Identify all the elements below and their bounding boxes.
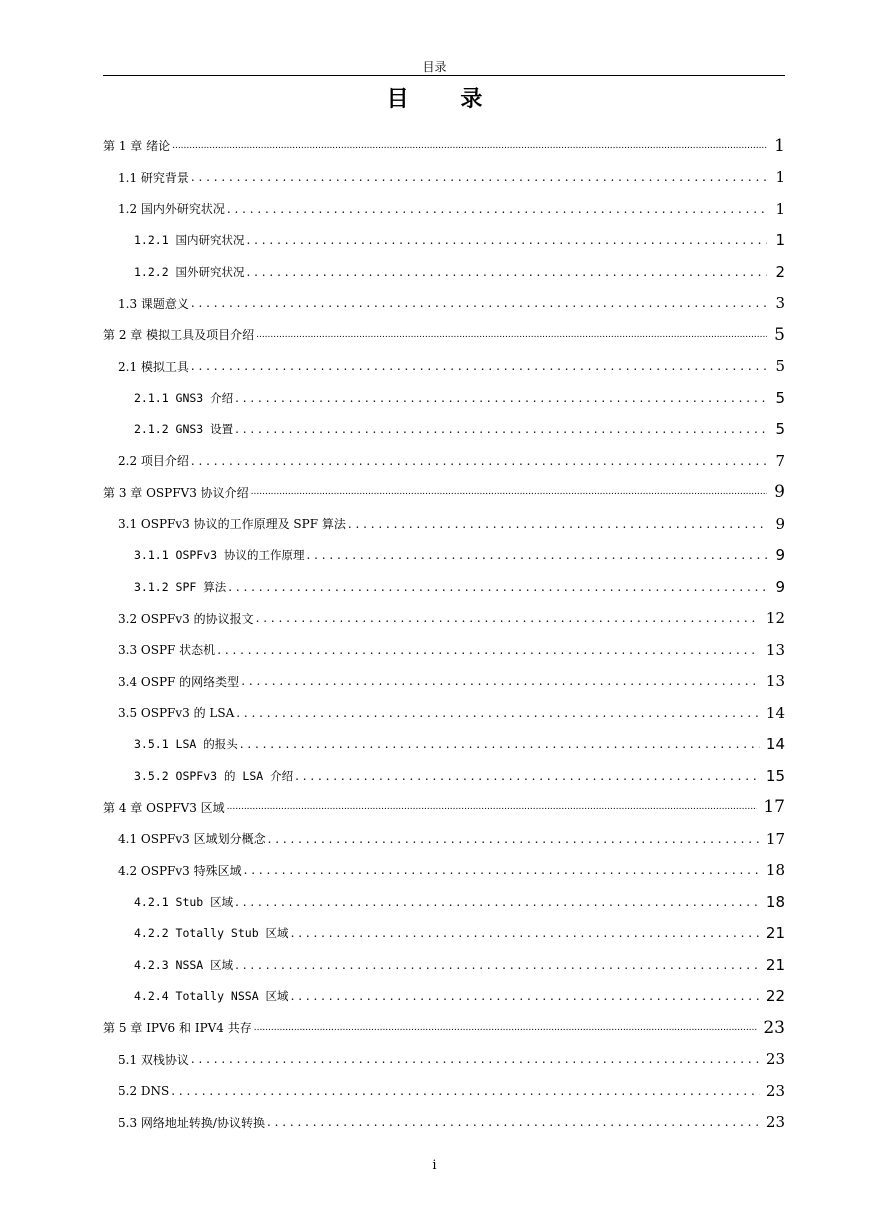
toc-entry[interactable]: [103, 1012, 785, 1044]
toc-leader-dots: [241, 674, 760, 688]
toc-entry-page: 17: [763, 797, 785, 818]
toc-leader-dots: [244, 863, 760, 877]
toc-entry-page: 12: [765, 609, 785, 628]
toc-entry-label: 第 2 章 模拟工具及项目介绍: [103, 328, 255, 343]
toc-entry[interactable]: [103, 949, 785, 981]
toc-entry-page: 23: [765, 1113, 785, 1132]
table-of-contents: [103, 130, 785, 1138]
toc-entry[interactable]: [103, 571, 785, 603]
toc-leader-dots: [235, 422, 767, 436]
toc-entry-page: 9: [775, 514, 785, 533]
toc-entry-page: 5: [774, 324, 785, 345]
toc-leader-dots: [240, 737, 760, 751]
toc-entry-page: 9: [775, 577, 785, 596]
toc-entry[interactable]: [103, 634, 785, 666]
toc-entry-label: 4.2 OSPFv3 特殊区域: [118, 863, 242, 878]
toc-entry-page: 1: [775, 199, 785, 218]
toc-entry-label: 第 3 章 OSPFV3 协议介绍: [103, 485, 249, 500]
toc-leader-dots: [191, 1052, 760, 1066]
toc-leader-dots: [236, 706, 760, 720]
running-header: 目录: [422, 60, 447, 74]
toc-leader-dots: [268, 832, 760, 846]
toc-entry-label: 2.1.1 GNS3 介绍: [134, 390, 234, 405]
toc-entry-label: 5.3 网络地址转换/协议转换: [118, 1115, 265, 1130]
toc-entry-label: 4.1 OSPFv3 区域划分概念: [118, 832, 266, 847]
toc-leader-dots: [254, 1023, 758, 1033]
toc-entry[interactable]: [103, 729, 785, 761]
toc-leader-dots: [227, 202, 767, 216]
toc-entry-page: 22: [765, 987, 785, 1006]
toc-entry-label: 3.1.1 OSPFv3 协议的工作原理: [134, 548, 305, 563]
toc-entry-label: 1.1 研究背景: [118, 170, 189, 185]
toc-leader-dots: [191, 170, 767, 184]
toc-entry-page: 13: [765, 640, 785, 659]
toc-entry-label: 3.2 OSPFv3 的协议报文: [118, 611, 254, 626]
toc-entry-label: 3.1.2 SPF 算法: [134, 579, 227, 594]
toc-entry-page: 7: [775, 451, 785, 470]
toc-entry[interactable]: [103, 855, 785, 887]
toc-entry-page: 1: [774, 135, 785, 156]
toc-leader-dots: [172, 141, 767, 151]
toc-entry-label: 5.2 DNS: [118, 1083, 170, 1098]
toc-entry-label: 1.2.2 国外研究状况: [134, 264, 245, 279]
toc-leader-dots: [227, 802, 758, 812]
toc-leader-dots: [291, 989, 760, 1003]
toc-leader-dots: [235, 958, 760, 972]
toc-leader-dots: [256, 330, 767, 340]
toc-entry-label: 4.2.1 Stub 区域: [134, 894, 234, 909]
toc-entry[interactable]: [103, 697, 785, 729]
toc-entry[interactable]: [103, 445, 785, 477]
toc-leader-dots: [267, 1115, 760, 1129]
toc-entry-page: 13: [765, 672, 785, 691]
toc-entry[interactable]: [103, 508, 785, 540]
toc-entry-page: 9: [774, 482, 785, 503]
toc-entry-label: 2.1 模拟工具: [118, 359, 189, 374]
toc-entry-page: 5: [775, 357, 785, 376]
toc-entry-page: 21: [765, 924, 785, 943]
toc-entry-label: 4.2.4 Totally NSSA 区域: [134, 989, 289, 1004]
toc-leader-dots: [171, 1084, 760, 1098]
toc-entry-label: 3.5.2 OSPFv3 的 LSA 介绍: [134, 768, 294, 783]
toc-leader-dots: [191, 454, 767, 468]
toc-entry-label: 1.2 国内外研究状况: [118, 202, 225, 217]
toc-entry[interactable]: [103, 319, 785, 351]
toc-entry[interactable]: [103, 886, 785, 918]
toc-entry[interactable]: [103, 1044, 785, 1076]
toc-leader-dots: [291, 926, 760, 940]
toc-entry-page: 23: [763, 1017, 785, 1038]
toc-entry[interactable]: [103, 225, 785, 257]
toc-entry[interactable]: [103, 760, 785, 792]
toc-entry-page: 9: [775, 546, 785, 565]
toc-entry-label: 4.2.3 NSSA 区域: [134, 957, 234, 972]
toc-leader-dots: [191, 296, 767, 310]
toc-entry-page: 15: [765, 766, 785, 785]
toc-leader-dots: [217, 643, 760, 657]
toc-entry[interactable]: [103, 1107, 785, 1139]
toc-entry-page: 1: [775, 168, 785, 187]
toc-leader-dots: [191, 359, 767, 373]
toc-entry-label: 第 5 章 IPV6 和 IPV4 共存: [103, 1021, 252, 1036]
toc-entry-page: 23: [765, 1050, 785, 1069]
toc-entry[interactable]: [103, 382, 785, 414]
toc-entry[interactable]: [103, 162, 785, 194]
toc-leader-dots: [348, 517, 767, 531]
toc-entry-page: 17: [765, 829, 785, 848]
toc-leader-dots: [295, 769, 760, 783]
toc-entry[interactable]: [103, 256, 785, 288]
toc-entry-label: 3.5 OSPFv3 的 LSA: [118, 706, 235, 721]
toc-entry-label: 1.3 课题意义: [118, 296, 189, 311]
page-number: i: [432, 1158, 437, 1173]
toc-entry[interactable]: [103, 351, 785, 383]
toc-entry[interactable]: [103, 193, 785, 225]
toc-entry-label: 2.1.2 GNS3 设置: [134, 422, 234, 437]
toc-entry-page: 18: [765, 861, 785, 880]
toc-entry-label: 3.4 OSPF 的网络类型: [118, 674, 240, 689]
toc-entry[interactable]: [103, 792, 785, 824]
toc-entry-label: 5.1 双栈协议: [118, 1052, 189, 1067]
header-rule: [103, 75, 785, 76]
toc-entry[interactable]: [103, 918, 785, 950]
toc-leader-dots: [256, 611, 760, 625]
toc-entry[interactable]: [103, 477, 785, 509]
toc-leader-dots: [251, 487, 767, 497]
toc-entry-label: 3.1 OSPFv3 协议的工作原理及 SPF 算法: [118, 517, 346, 532]
toc-entry-label: 第 4 章 OSPFV3 区域: [103, 800, 225, 815]
toc-entry[interactable]: [103, 981, 785, 1013]
toc-entry-page: 18: [765, 892, 785, 911]
toc-entry-page: 5: [775, 420, 785, 439]
toc-entry[interactable]: [103, 823, 785, 855]
toc-entry-label: 2.2 项目介绍: [118, 454, 189, 469]
toc-entry-page: 5: [775, 388, 785, 407]
toc-entry[interactable]: [103, 666, 785, 698]
toc-leader-dots: [235, 895, 760, 909]
toc-entry-label: 第 1 章 绪论: [103, 139, 171, 154]
toc-leader-dots: [235, 391, 767, 405]
toc-entry-page: 23: [765, 1081, 785, 1100]
toc-entry-page: 14: [765, 735, 785, 754]
toc-entry-label: 4.2.2 Totally Stub 区域: [134, 926, 289, 941]
toc-entry[interactable]: [103, 130, 785, 162]
page-title: 目 录: [386, 86, 505, 112]
toc-entry[interactable]: [103, 1075, 785, 1107]
toc-entry[interactable]: [103, 414, 785, 446]
toc-entry[interactable]: [103, 540, 785, 572]
toc-entry-page: 3: [775, 294, 785, 313]
toc-entry-label: 1.2.1 国内研究状况: [134, 233, 245, 248]
toc-entry-page: 2: [775, 262, 785, 281]
toc-leader-dots: [307, 548, 767, 562]
toc-leader-dots: [247, 265, 767, 279]
toc-entry-page: 1: [775, 231, 785, 250]
toc-leader-dots: [228, 580, 767, 594]
toc-entry-page: 14: [765, 703, 785, 722]
toc-entry-label: 3.3 OSPF 状态机: [118, 643, 216, 658]
toc-leader-dots: [247, 233, 767, 247]
toc-entry[interactable]: [103, 603, 785, 635]
toc-entry-page: 21: [765, 955, 785, 974]
toc-entry-label: 3.5.1 LSA 的报头: [134, 737, 238, 752]
toc-entry[interactable]: [103, 288, 785, 320]
